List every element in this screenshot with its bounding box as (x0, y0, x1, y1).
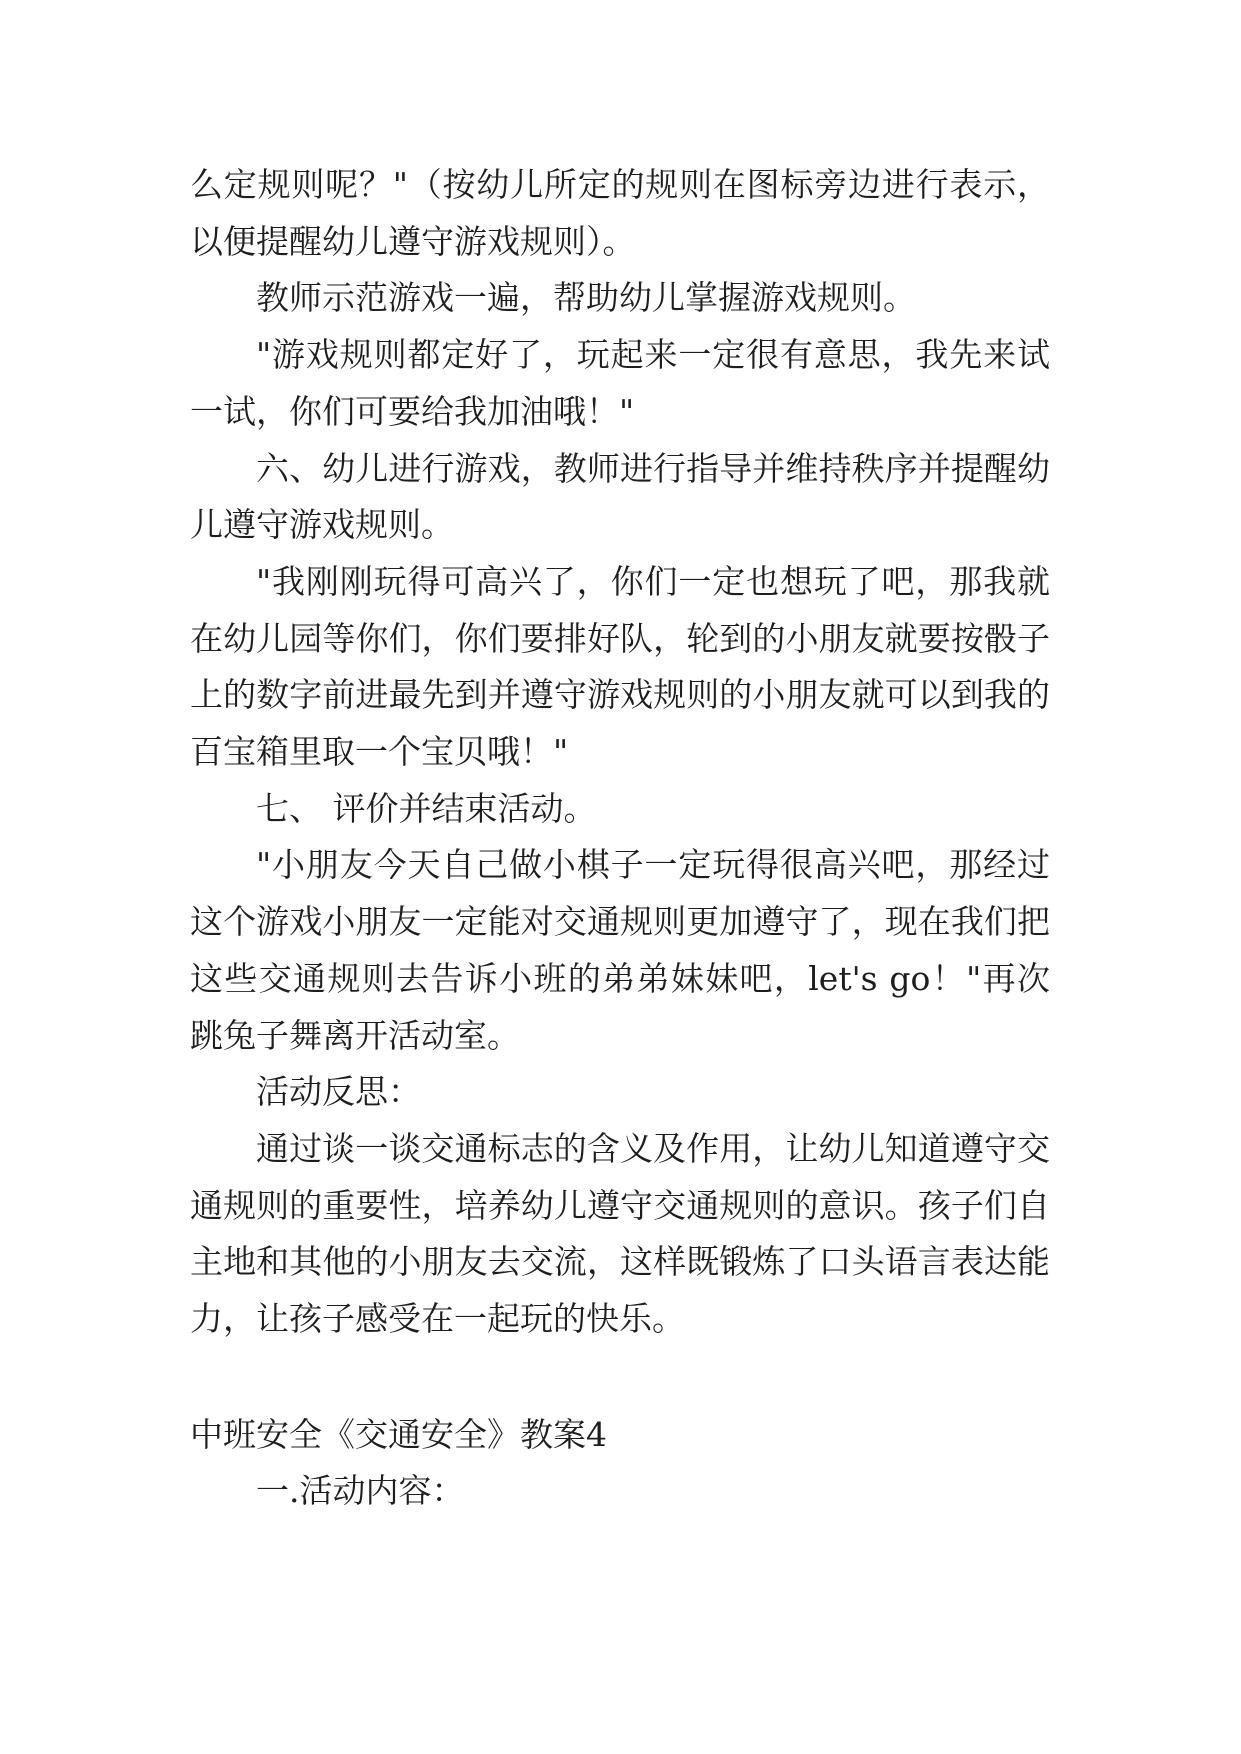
section-gap (190, 1348, 1050, 1407)
section-title: 中班安全《交通安全》教案4 (190, 1414, 607, 1454)
section-first-item: 一.活动内容： (256, 1471, 465, 1511)
paragraph: 么定规则呢？"（按幼儿所定的规则在图标旁边进行表示，以便提醒幼儿遵守游戏规则）。 (190, 165, 1050, 261)
paragraph: 教师示范游戏一遍，帮助幼儿掌握游戏规则。 (256, 278, 916, 318)
paragraph: "我刚刚玩得可高兴了，你们一定也想玩了吧，那我就在幼儿园等你们，你们要排好队，轮到的小朋友就要按骰子上的数字前进最先到并遵守游戏规则的小朋友就可以到我的百宝箱里取一个宝贝哦！" (190, 561, 1050, 772)
paragraph: 六、幼儿进行游戏，教师进行指导并维持秩序并提醒幼儿遵守游戏规则。 (190, 448, 1050, 545)
paragraph: 活动反思： (256, 1072, 421, 1112)
paragraph: 通过谈一谈交通标志的含义及作用，让幼儿知道遵守交通规则的重要性，培养幼儿遵守交通规则的意识。孩子们自主地和其他的小朋友去交流，这样既锻炼了口头语言表达能力，让孩子感受在一起玩的快乐。 (190, 1128, 1050, 1339)
document-body (190, 157, 1050, 1520)
paragraph: "小朋友今天自己做小棋子一定玩得很高兴吧，那经过这个游戏小朋友一定能对交通规则更加遵守了，现在我们把这些交通规则去告诉小班的弟弟妹妹吧，let's go！"再次跳兔子舞离开活动室。 (190, 845, 1050, 1055)
paragraph: 七、 评价并结束活动。 (256, 788, 597, 828)
paragraph: "游戏规则都定好了，玩起来一定很有意思，我先来试一试，你们可要给我加油哦！" (190, 335, 1050, 431)
